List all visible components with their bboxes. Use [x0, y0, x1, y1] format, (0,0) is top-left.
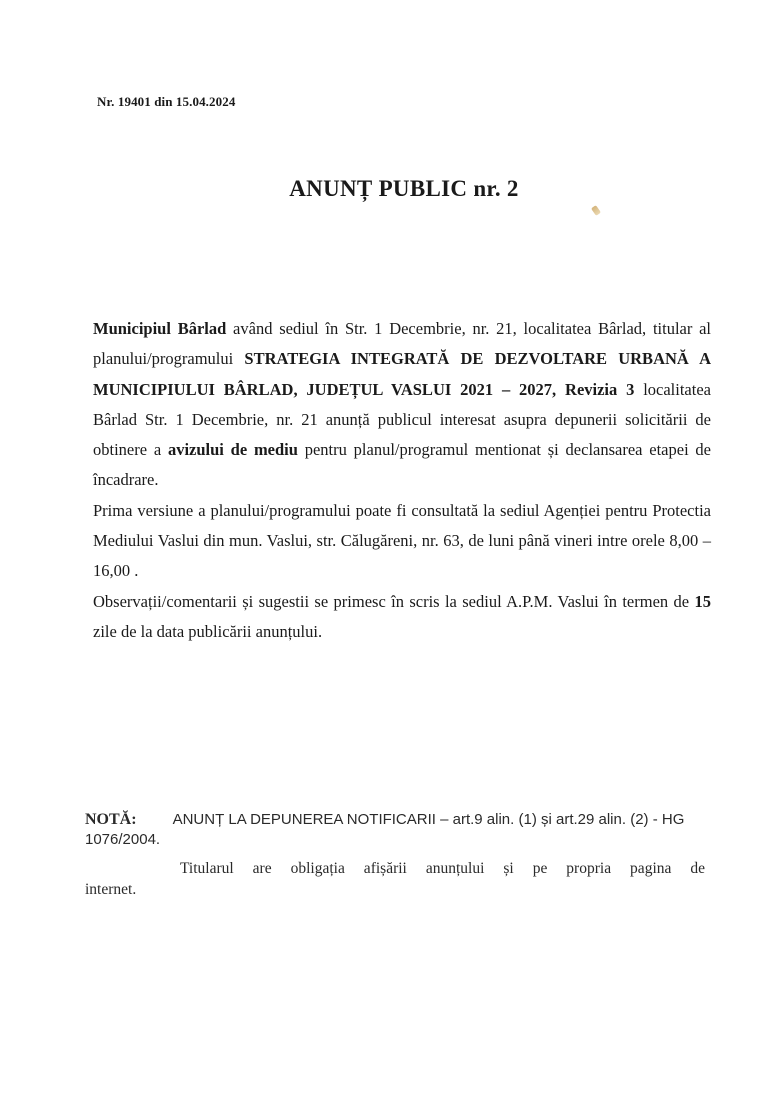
paragraph-notice: [93, 314, 711, 496]
ink-mark: [591, 205, 601, 216]
note-line-2-end: internet.: [85, 881, 137, 898]
paragraph-consultation: Prima versiune a planului/programului poate fi consultată la sediul Agenției pentru Protectia Mediului Vaslui din mun. Vaslui, str. Călugăreni, nr. 63, de luni până vineri intre orele 8,00 – 16,00 .: [93, 500, 711, 581]
paragraph-text: având sediul în Str. 1 Decembrie, nr. 21, localitatea Bârlad, titular al planului/programului: [93, 319, 712, 369]
paragraph-text: Observații/comentarii și sugestii se primesc în scris la sediul A.P.M. Vaslui în termen de: [93, 591, 695, 611]
document-reference: Nr. 19401 din 15.04.2024: [97, 94, 236, 109]
paragraph-text: zile de la data publicării anunțului.: [93, 621, 323, 641]
note-line-2: Titularul are obligația afișării anunțului și pe propria pagina de: [180, 860, 705, 877]
note-section: [85, 810, 705, 850]
paragraph-comments: [93, 587, 711, 648]
announcement-body: [93, 314, 711, 647]
environmental-permit: avizului de mediu: [167, 440, 298, 460]
organization-name: Municipiul Bârlad: [93, 319, 227, 338]
paragraph-text: pentru planul/programul mentionat și declansarea etapei de încadrare.: [93, 440, 712, 490]
note-line-1: ANUNȚ LA DEPUNEREA NOTIFICARII – art.9 alin. (1) și art.29 alin. (2) - HG 1076/2004.: [85, 811, 685, 848]
plan-name: STRATEGIA INTEGRATĂ DE DEZVOLTARE URBANĂ A MUNICIPIULUI BÂRLAD, JUDEȚUL VASLUI 2021 – 2027, Revizia 3: [93, 349, 711, 399]
note-obligation: [85, 858, 705, 900]
title-text: ANUNȚ PUBLIC nr. 2: [289, 176, 519, 201]
paragraph-text: localitatea Bârlad Str. 1 Decembrie, nr. 21 anunță publicul interesat asupra depunerii solicitării de obtinere a: [93, 379, 711, 460]
deadline-days: 15: [694, 591, 711, 611]
page-title: [0, 176, 768, 202]
note-label: NOTĂ:: [85, 811, 137, 828]
